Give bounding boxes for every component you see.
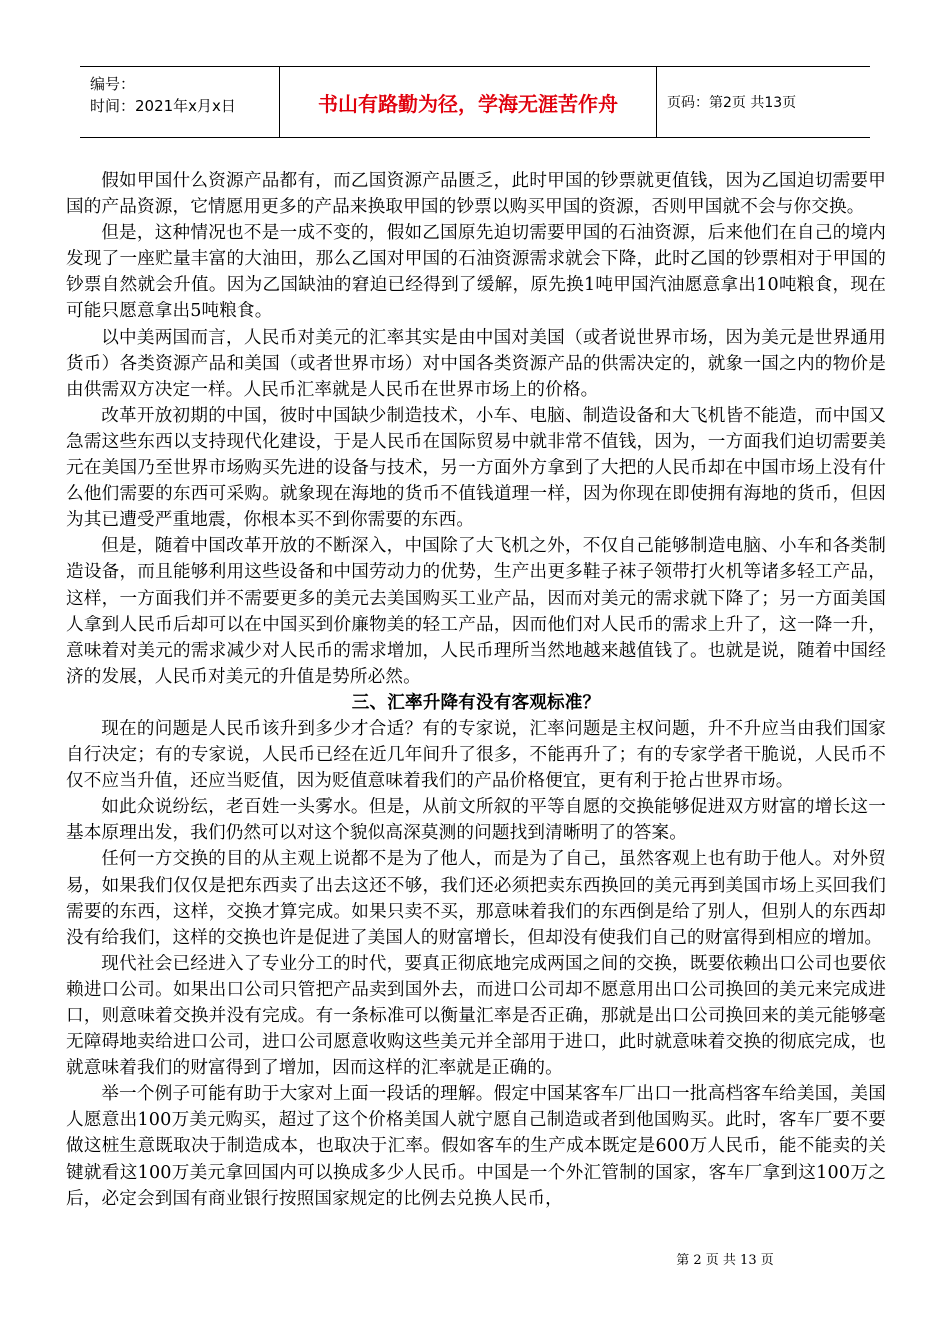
paragraph: 但是，这种情况也不是一成不变的，假如乙国原先迫切需要甲国的石油资源，后来他们在自己的境内发现了一座贮量丰富的大油田，那么乙国对甲国的石油资源需求就会下降，此时乙国的钞票相对于甲国的钞票自然就会升值。因为乙国缺油的窘迫已经得到了缓解，原先换1吨甲国汽油愿意拿出10吨粮食，现在可能只愿意拿出5吨粮食。 bbox=[66, 223, 886, 322]
paragraph: 但是，随着中国改革开放的不断深入，中国除了大飞机之外，不仅自己能够制造电脑、小车和各类制造设备，而且能够利用这些设备和中国劳动力的优势，生产出更多鞋子袜子领带打火机等诸多轻工产品，这样，一方面我们并不需要更多的美元去美国购买工业产品，因而对美元的需求就下降了；另一方面美国人拿到人民币后却可以在中国买到价廉物美的轻工产品，因而他们对人民币的需求上升了，这一降一升，意味着对美元的需求减少对人民币的需求增加，人民币理所当然地越来越值钱了。也就是说，随着中国经济的发展，人民币对美元的升值是势所必然。 bbox=[66, 536, 886, 687]
number-label: 编号： bbox=[90, 75, 136, 93]
time-label: 时间：2021年x月x日 bbox=[90, 97, 236, 115]
page-header bbox=[80, 66, 870, 138]
paragraph: 以中美两国而言，人民币对美元的汇率其实是由中国对美国（或者说世界市场，因为美元是世界通用货币）各类资源产品和美国（或者世界市场）对中国各类资源产品的供需决定的，就象一国之内的物价是由供需双方决定一样。人民币汇率就是人民币在世界市场上的价格。 bbox=[66, 327, 886, 400]
page-footer: 第 2 页 共 13 页 bbox=[676, 1253, 774, 1268]
paragraph: 现代社会已经进入了专业分工的时代，要真正彻底地完成两国之间的交换，既要依赖出口公司也要依赖进口公司。如果出口公司只管把产品卖到国外去，而进口公司却不愿意用出口公司换回的美元来完成进口，则意味着交换并没有完成。有一条标准可以衡量汇率是否正确，那就是出口公司换回来的美元能够毫无障碍地卖给进口公司，进口公司愿意收购这些美元并全部用于进口，此时就意味着交换的彻底完成，也就意味着我们的财富得到了增加，因而这样的汇率就是正确的。 bbox=[66, 953, 886, 1079]
paragraph: 举一个例子可能有助于大家对上面一段话的理解。假定中国某客车厂出口一批高档客车给美国，美国人愿意出100万美元购买，超过了这个价格美国人就宁愿自己制造或者到他国购买。此时，客车厂要不要做这桩生意既取决于制造成本，也取决于汇率。假如客车的生产成本既定是600万人民币，能不能卖的关键就看这100万美元拿回国内可以换成多少人民币。中国是一个外汇管制的国家，客车厂拿到这100万之后，必定会到国有商业银行按照国家规定的比例去兑换人民币， bbox=[66, 1084, 886, 1209]
header-meta bbox=[80, 67, 280, 137]
page-number-label: 页码：第2页 共13页 bbox=[667, 95, 797, 111]
section-heading: 三、汇率升降有没有客观标准？ bbox=[351, 691, 601, 713]
paragraph: 任何一方交换的目的从主观上说都不是为了他人，而是为了自己，虽然客观上也有助于他人。对外贸易，如果我们仅仅是把东西卖了出去这还不够，我们还必须把卖东西换回的美元再到美国市场上买回我们需要的东西，这样，交换才算完成。如果只卖不买，那意味着我们的东西倒是给了别人，但别人的东西却没有给我们，这样的交换也许是促进了美国人的财富增长，但却没有使我们自己的财富得到相应的增加。 bbox=[66, 849, 886, 948]
paragraph: 如此众说纷纭，老百姓一头雾水。但是，从前文所叙的平等自愿的交换能够促进双方财富的增长这一基本原理出发，我们仍然可以对这个貌似高深莫测的问题找到清晰明了的答案。 bbox=[66, 797, 886, 844]
header-motto: 书山有路勤为径，学海无涯苦作舟 bbox=[280, 67, 657, 137]
paragraph: 假如甲国什么资源产品都有，而乙国资源产品匮乏，此时甲国的钞票就更值钱，因为乙国迫切需要甲国的产品资源，它情愿用更多的产品来换取甲国的钞票以购买甲国的资源，否则甲国就不会与你交换。 bbox=[66, 171, 886, 218]
paragraph: 现在的问题是人民币该升到多少才合适？有的专家说，汇率问题是主权问题，升不升应当由我们国家自行决定；有的专家说，人民币已经在近几年间升了很多，不能再升了；有的专家学者干脆说，人民币不仅不应当升值，还应当贬值，因为贬值意味着我们的产品价格便宜，更有利于抢占世界市场。 bbox=[66, 718, 886, 792]
document-body bbox=[66, 168, 886, 1212]
paragraph: 改革开放初期的中国，彼时中国缺少制造技术，小车、电脑、制造设备和大飞机皆不能造，而中国又急需这些东西以支持现代化建设，于是人民币在国际贸易中就非常不值钱，因为，一方面我们迫切需要美元在美国乃至世界市场购买先进的设备与技术，另一方面外方拿到了大把的人民币却在中国市场上没有什么他们需要的东西可采购。就象现在海地的货币不值钱道理一样，因为你现在即使拥有海地的货币，但因为其已遭受严重地震，你根本买不到你需要的东西。 bbox=[66, 405, 886, 531]
